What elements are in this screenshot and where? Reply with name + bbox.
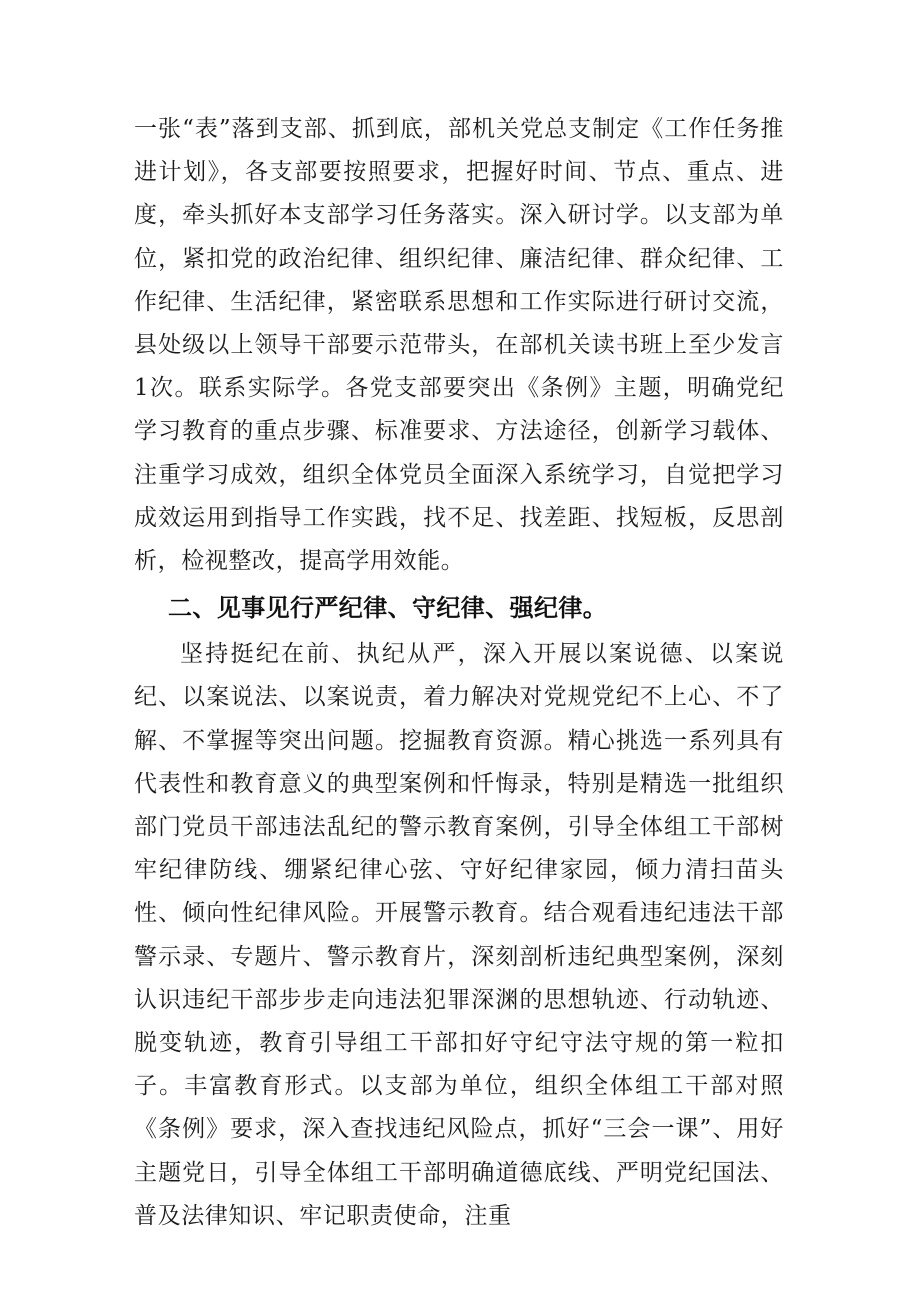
section-heading: 二、见事见行严纪律、守纪律、强纪律。 [168,594,608,623]
body-paragraph-continued: 一张“表”落到支部、抓到底，部机关党总支制定《工作任务推进计划》，各支部要按照要求，把握好时间、节点、重点、进度，牵头抓好本支部学习任务落实。深入研讨学。以支部为单位，紧扣党的政治纪律、组织纪律、廉洁纪律、群众纪律、工作纪律、生活纪律，紧密联系思想和工作实际进行研讨交流，县处级以上领导干部要示范带头，在部机关读书班上至少发言1次。联系实际学。各党支部要突出《条例》主题，明确党纪学习教育的重点步骤、标准要求、方法途径，创新学习载体、注重学习成效，组织全体党员全面深入系统学习，自觉把学习成效运用到指导工作实践，找不足、找差距、找短板，反思剖析，检视整改，提高学用效能。 [134,116,784,575]
document-body [134,108,784,1238]
body-paragraph: 坚持挺纪在前、执纪从严，深入开展以案说德、以案说纪、以案说法、以案说责，着力解决对党规党纪不上心、不了解、不掌握等突出问题。挖掘教育资源。精心挑选一系列具有代表性和教育意义的典型案例和忏悔录，特别是精选一批组织部门党员干部违法乱纪的警示教育案例，引导全体组工干部树牢纪律防线、绷紧纪律心弦、守好纪律家园，倾力清扫苗头性、倾向性纪律风险。开展警示教育。结合观看违纪违法干部警示录、专题片、警示教育片，深刻剖析违纪典型案例，深刻认识违纪干部步步走向违法犯罪深渊的思想轨迹、行动轨迹、脱变轨迹，教育引导组工干部扣好守纪守法守规的第一粒扣子。丰富教育形式。以支部为单位，组织全体组工干部对照《条例》要求，深入查找违纪风险点，抓好“三会一课”、用好主题党日，引导全体组工干部明确道德底线、严明党纪国法、普及法律知识、牢记职责使命，注重 [134,641,784,1229]
